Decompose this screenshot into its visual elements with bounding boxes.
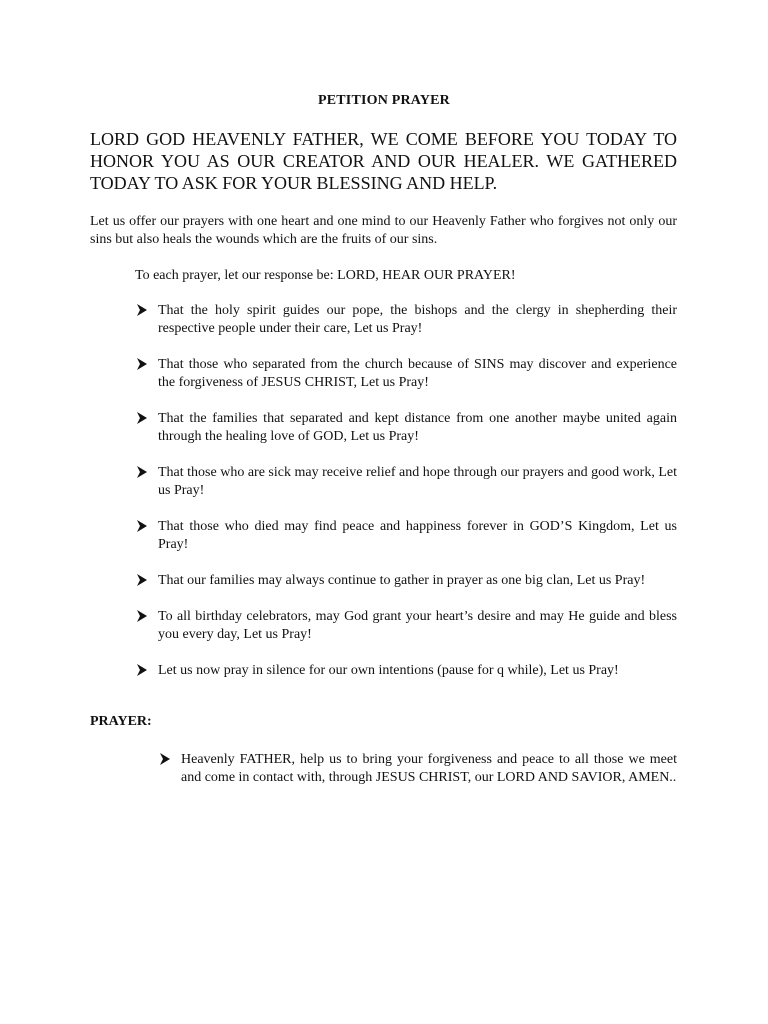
- arrowhead-bullet-icon: [136, 411, 148, 425]
- petition-item: [0, 410, 768, 446]
- closing-prayer: [0, 751, 768, 787]
- prayer-heading: PRAYER:: [90, 714, 152, 729]
- petition-item: [0, 302, 768, 338]
- closing-prayer-text: Heavenly FATHER, help us to bring your forgiveness and peace to all those we meet and come in contact with, through JESUS CHRIST, our LORD AND SAVIOR, AMEN..: [181, 752, 677, 785]
- arrowhead-bullet-icon: [136, 303, 148, 317]
- arrowhead-bullet-icon: [136, 573, 148, 587]
- petition-item: [0, 608, 768, 644]
- petition-item: [0, 662, 768, 680]
- petition-item: [0, 464, 768, 500]
- petition-text: That the holy spirit guides our pope, the bishops and the clergy in shepherding their respective people under their care, Let us Pray!: [158, 303, 677, 336]
- arrowhead-bullet-icon: [136, 519, 148, 533]
- petition-text: That those who are sick may receive relief and hope through our prayers and good work, Let us Pray!: [158, 465, 677, 498]
- petition-item: [0, 518, 768, 554]
- arrowhead-bullet-icon: [136, 465, 148, 479]
- petition-item: [0, 356, 768, 392]
- arrowhead-bullet-icon: [159, 752, 171, 766]
- response-instruction: To each prayer, let our response be: LORD, HEAR OUR PRAYER!: [135, 268, 516, 283]
- arrowhead-bullet-icon: [136, 663, 148, 677]
- arrowhead-bullet-icon: [136, 609, 148, 623]
- petition-text: To all birthday celebrators, may God grant your heart’s desire and may He guide and bless you every day, Let us Pray!: [158, 609, 677, 642]
- petition-text: That those who separated from the church because of SINS may discover and experience the forgiveness of JESUS CHRIST, Let us Pray!: [158, 357, 677, 390]
- petition-item: [0, 572, 768, 590]
- petition-list: [0, 302, 768, 698]
- petition-text: That those who died may find peace and happiness forever in GOD’S Kingdom, Let us Pray!: [158, 519, 677, 552]
- petition-text: That our families may always continue to gather in prayer as one big clan, Let us Pray!: [158, 573, 646, 588]
- petition-text: That the families that separated and kept distance from one another maybe united again through the healing love of GOD, Let us Pray!: [158, 411, 677, 444]
- page-title: PETITION PRAYER: [317, 93, 450, 108]
- arrowhead-bullet-icon: [136, 357, 148, 371]
- petition-text: Let us now pray in silence for our own intentions (pause for q while), Let us Pray!: [158, 663, 619, 678]
- intro-paragraph: Let us offer our prayers with one heart and one mind to our Heavenly Father who forgives not only our sins but also heals the wounds which are the fruits of our sins.: [90, 214, 677, 247]
- opening-invocation: LORD GOD HEAVENLY FATHER, WE COME BEFORE YOU TODAY TO HONOR YOU AS OUR CREATOR AND OUR HEALER. WE GATHERED TODAY TO ASK FOR YOUR BLESSING AND HELP.: [90, 129, 677, 193]
